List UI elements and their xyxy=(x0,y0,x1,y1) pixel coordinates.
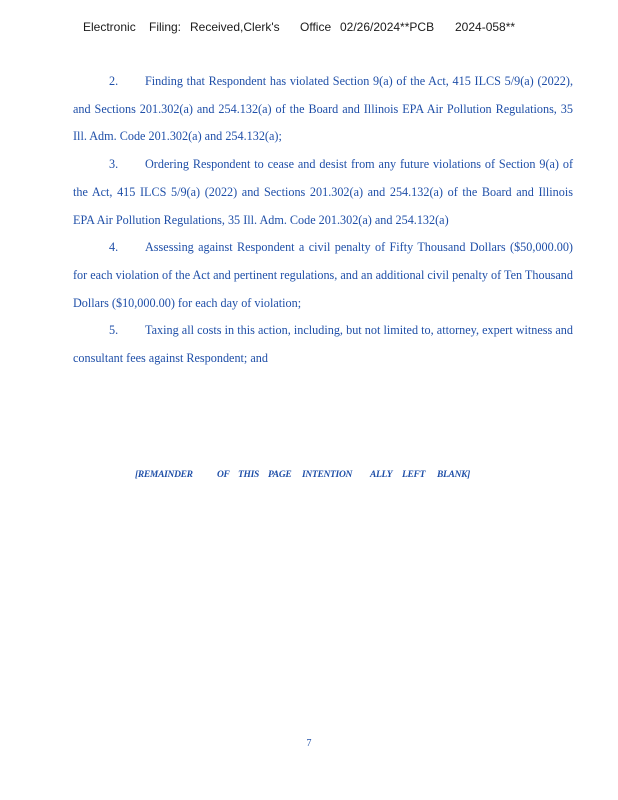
remainder-word: INTENTION xyxy=(302,470,353,480)
page-number: 7 xyxy=(306,738,312,749)
paragraph-4 xyxy=(73,234,573,317)
paragraph-text: Taxing all costs in this action, including, but not limited to, attorney, expert witness and consultant fees against Respondent; and xyxy=(73,323,573,366)
paragraph-2 xyxy=(73,68,573,151)
header-received: Received,Clerk's xyxy=(190,20,280,34)
paragraph-number: 2. xyxy=(109,74,119,88)
paragraph-text: Finding that Respondent has violated Section 9(a) of the Act, 415 ILCS 5/9(a) (2022), and Sections 201.302(a) and 254.132(a) of the Board and Illinois EPA Air Pollution Regulations, 35 Ill. Adm. Code 201.302(a) and 254.132(a); xyxy=(73,74,573,144)
paragraph-3 xyxy=(73,151,573,234)
remainder-word: ALLY xyxy=(370,470,393,480)
header-electronic: Electronic xyxy=(83,20,136,34)
filing-stamp-header xyxy=(83,20,603,38)
paragraph-number: 5. xyxy=(109,323,119,338)
paragraph-text: Assessing against Respondent a civil penalty of Fifty Thousand Dollars ($50,000.00) for each violation of the Act and pertinent regulations, and an additional civil penalty of Ten Thousand Dollars ($10,000.00) for each day of violation; xyxy=(73,240,573,310)
paragraph-number: 4. xyxy=(109,240,119,255)
paragraph-number: 3. xyxy=(109,157,119,172)
remainder-word: PAGE xyxy=(268,470,292,480)
remainder-word: OF xyxy=(217,470,230,480)
remainder-word: BLANK] xyxy=(437,470,471,480)
remainder-word: THIS xyxy=(238,470,259,480)
paragraph-5 xyxy=(73,317,573,372)
header-filing: Filing: xyxy=(149,20,182,34)
header-date: 02/26/2024**PCB xyxy=(340,20,435,34)
header-case-number: 2024-058** xyxy=(455,20,516,34)
prayer-for-relief-list xyxy=(73,68,573,373)
remainder-word: [REMAINDER xyxy=(135,470,193,480)
paragraph-text: Ordering Respondent to cease and desist from any future violations of Section 9(a) of the Act, 415 ILCS 5/9(a) (2022) and Sections 201.302(a) and 254.132(a) of the Board and Illinois EPA Air Pollution Regulations, 35 Ill. Adm. Code 201.302(a) and 254.132(a) xyxy=(73,157,573,227)
remainder-word: LEFT xyxy=(402,470,426,480)
header-office: Office xyxy=(300,20,332,34)
